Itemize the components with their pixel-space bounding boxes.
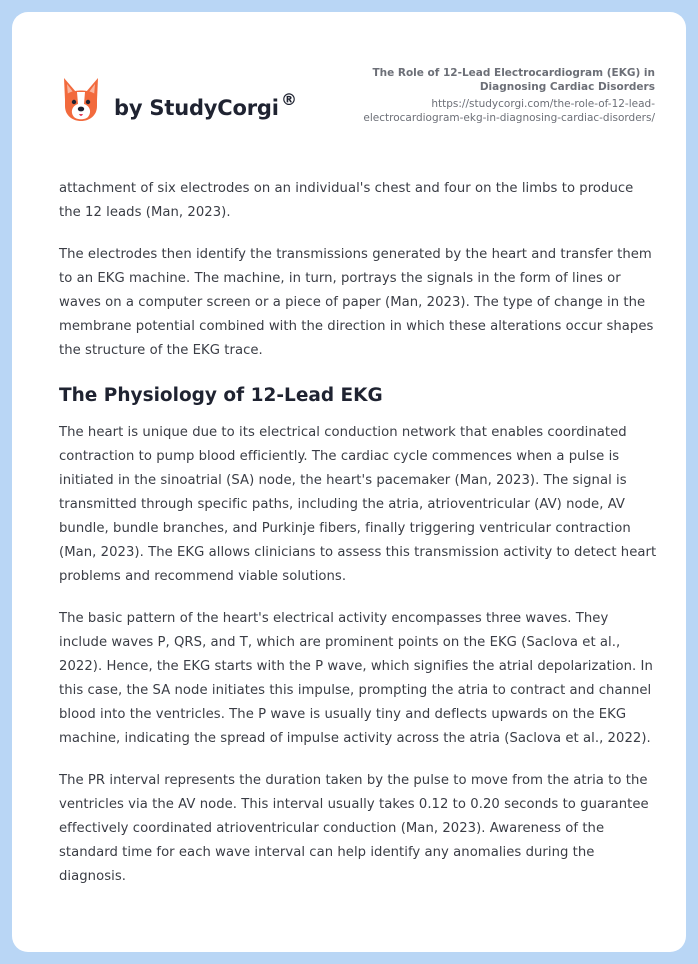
paragraph-1: attachment of six electrodes on an individual's chest and four on the limbs to produce the 12 leads (Man, 2023). bbox=[59, 181, 634, 220]
document-meta bbox=[315, 66, 655, 125]
document-url-line-1: https://studycorgi.com/the-role-of-12-lead- bbox=[431, 98, 655, 110]
paragraph-2: The electrodes then identify the transmissions generated by the heart and transfer them to an EKG machine. The machine, in turn, portrays the signals in the form of lines or waves on a computer screen or a piece of paper (Man, 2023). The type of change in the membrane potential combined with the direction in which these alterations occur shapes the structure of the EKG trace. bbox=[59, 247, 654, 358]
paragraph-4: The basic pattern of the heart's electrical activity encompasses three waves. They include waves P, QRS, and T, which are prominent points on the EKG (Saclova et al., 2022). Hence, the EKG starts with the P wave, which signifies the atrial depolarization. In this case, the SA node initiates this impulse, prompting the atria to contract and channel blood into the ventricles. The P wave is usually tiny and deflects upwards on the EKG machine, indicating the spread of impulse activity across the atria (Saclova et al., 2022). bbox=[59, 611, 653, 746]
registered-mark: ® bbox=[281, 90, 297, 109]
corgi-icon bbox=[60, 76, 102, 122]
page-header bbox=[12, 12, 686, 162]
brand-name: by StudyCorgi bbox=[114, 96, 279, 120]
paragraph-5: The PR interval represents the duration taken by the pulse to move from the atria to the ventricles via the AV node. This interval usually takes 0.12 to 0.20 seconds to guarantee effectively coordinated atrioventricular conduction (Man, 2023). Awareness of the standard time for each wave interval can help identify any anomalies during the diagnosis. bbox=[59, 773, 649, 884]
document-title: The Role of 12-Lead Electrocardiogram (EKG) in Diagnosing Cardiac Disorders bbox=[372, 67, 655, 93]
document-body bbox=[59, 177, 659, 907]
document-url[interactable] bbox=[315, 97, 655, 125]
section-heading: The Physiology of 12-Lead EKG bbox=[59, 385, 383, 406]
studycorgi-logo[interactable] bbox=[60, 76, 300, 132]
document-url-line-2: electrocardiogram-ekg-in-diagnosing-cardiac-disorders/ bbox=[363, 112, 655, 124]
paragraph-3: The heart is unique due to its electrical conduction network that enables coordinated contraction to pump blood efficiently. The cardiac cycle commences when a pulse is initiated in the sinoatrial (SA) node, the heart's pacemaker (Man, 2023). The signal is transmitted through specific paths, including the atria, atrioventricular (AV) node, AV bundle, bundle branches, and Purkinje fibers, finally triggering ventricular contraction (Man, 2023). The EKG allows clinicians to assess this transmission activity to detect heart problems and recommend viable solutions. bbox=[59, 425, 657, 584]
document-page bbox=[12, 12, 686, 952]
